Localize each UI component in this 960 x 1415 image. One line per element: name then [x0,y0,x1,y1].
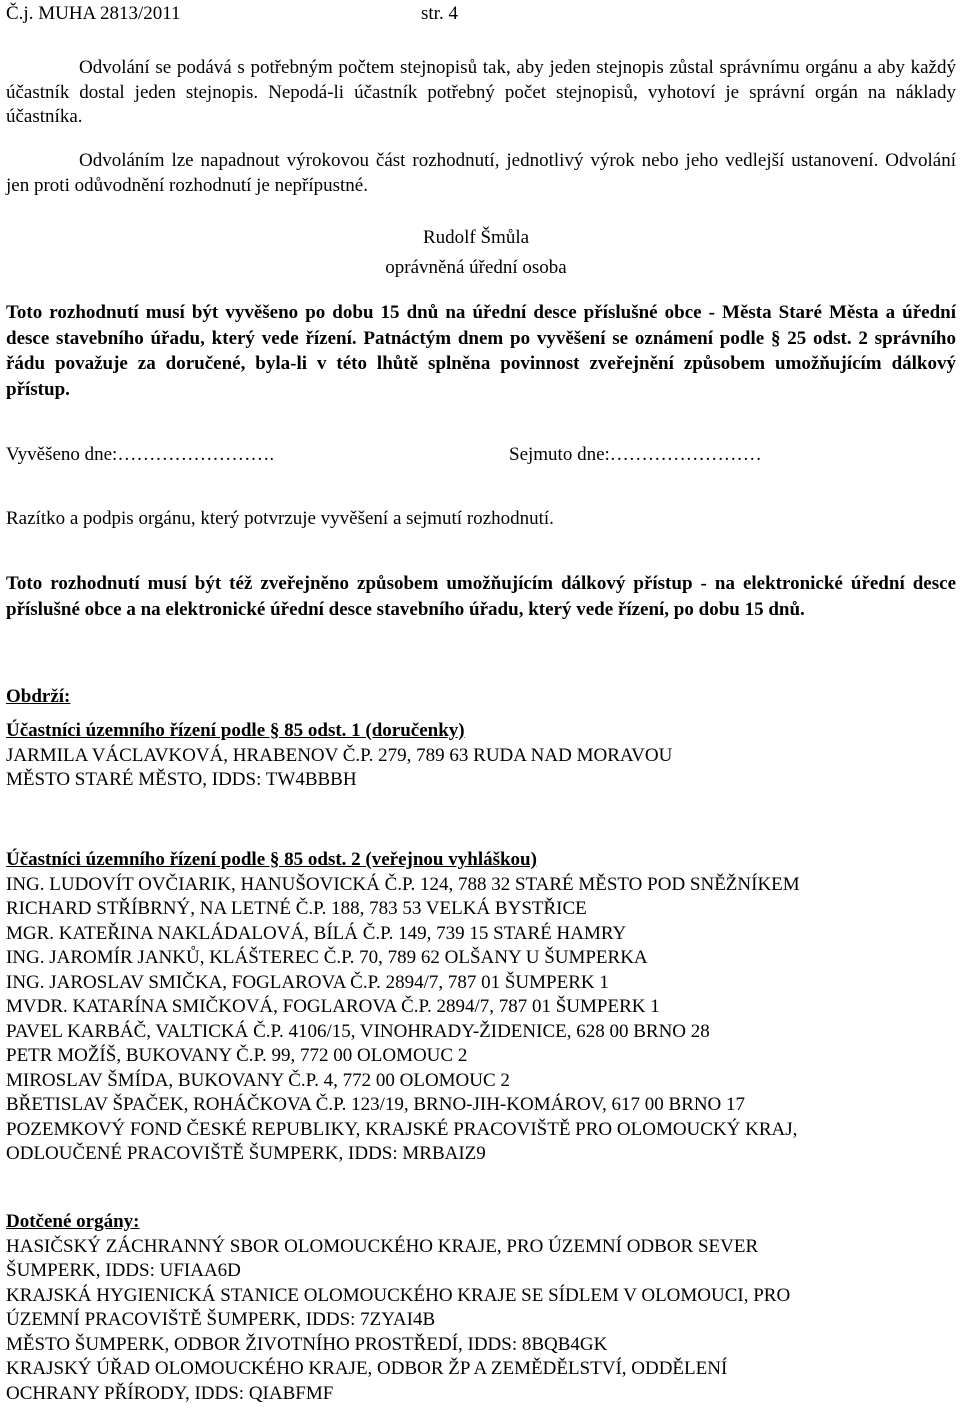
group-3-heading: Dotčené orgány: [6,1211,140,1232]
recipient-line: ING. JAROSLAV SMIČKA, FOGLAROVA Č.P. 2894/7, 787 01 ŠUMPERK 1 [6,971,609,993]
recipient-line: POZEMKOVÝ FOND ČESKÉ REPUBLIKY, KRAJSKÉ PRACOVIŠTĚ PRO OLOMOUCKÝ KRAJ, [6,1118,798,1140]
recipient-line: RICHARD STŘÍBRNÝ, NA LETNÉ Č.P. 188, 783 53 VELKÁ BYSTŘICE [6,898,587,919]
group-2-list [6,873,956,1167]
page-number: str. 4 [421,3,458,24]
group-1-list [6,744,956,793]
recipient-line: BŘETISLAV ŠPAČEK, ROHÁČKOVA Č.P. 123/19, BRNO-JIH-KOMÁROV, 617 00 BRNO 17 [6,1094,746,1115]
recipient-line: ING. JAROMÍR JANKŮ, KLÁŠTEREC Č.P. 70, 789 62 OLŠANY U ŠUMPERKA [6,947,648,968]
recipient-line: MVDR. KATARÍNA SMIČKOVÁ, FOGLAROVA Č.P. 2894/7, 787 01 ŠUMPERK 1 [6,996,660,1017]
paragraph-appeal-scope: Odvoláním lze napadnout výrokovou část rozhodnutí, jednotlivý výrok nebo jeho vedlejší ustanovení. Odvolání jen proti odůvodnění rozhodnutí je nepřípustné. [6,150,956,196]
group-3-list [6,1235,956,1407]
posting-notice: Toto rozhodnutí musí být vyvěšeno po dobu 15 dnů na úřední desce příslušné obce - Města Staré Města a úřední desce stavebního úřadu, který vede řízení. Patnáctým dnem po vyvěšení se oznámení podle § 25 odst. 2 správního řádu považuje za doručené, byla-li v této lhůtě splněna povinnost zveřejnění způsobem umožňujícím dálkový přístup. [6,302,956,400]
recipient-line: KRAJSKÁ HYGIENICKÁ STANICE OLOMOUCKÉHO KRAJE SE SÍDLEM V OLOMOUCI, PRO [6,1284,791,1306]
recipient-line: ŠUMPERK, IDDS: UFIAA6D [6,1260,241,1281]
case-reference: Č.j. MUHA 2813/2011 [6,3,181,24]
group-2-heading: Účastníci územního řízení podle § 85 odst. 2 (veřejnou vyhláškou) [6,849,537,870]
recipient-line: HASIČSKÝ ZÁCHRANNÝ SBOR OLOMOUCKÉHO KRAJE, PRO ÚZEMNÍ ODBOR SEVER [6,1235,759,1257]
recipients-group-2 [6,848,956,1167]
page-header [6,2,956,26]
signatory-name: Rudolf Šmůla [422,227,530,248]
signature-block [126,226,826,280]
recipient-line: MĚSTO STARÉ MĚSTO, IDDS: TW4BBBH [6,769,357,790]
recipient-line: ING. LUDOVÍT OVČIARIK, HANUŠOVICKÁ Č.P. 124, 788 32 STARÉ MĚSTO POD SNĚŽNÍKEM [6,873,800,895]
recipient-line: MĚSTO ŠUMPERK, ODBOR ŽIVOTNÍHO PROSTŘEDÍ, IDDS: 8BQB4GK [6,1333,608,1355]
recipient-line: MIROSLAV ŠMÍDA, BUKOVANY Č.P. 4, 772 00 OLOMOUC 2 [6,1069,510,1091]
recipient-line: ODLOUČENÉ PRACOVIŠTĚ ŠUMPERK, IDDS: MRBAIZ9 [6,1143,486,1164]
electronic-notice: Toto rozhodnutí musí být též zveřejněno způsobem umožňujícím dálkový přístup - na elektronické úřední desce příslušné obce a na elektronické úřední desce stavebního úřadu, který vede řízení, po dobu 15 dnů. [6,573,956,620]
recipient-line: PAVEL KARBÁČ, VALTICKÁ Č.P. 4106/15, VINOHRADY-ŽIDENICE, 628 00 BRNO 28 [6,1020,710,1042]
recipient-line: ÚZEMNÍ PRACOVIŠTĚ ŠUMPERK, IDDS: 7ZYAI4B [6,1309,436,1330]
recipients-group-1 [6,719,956,793]
paragraph-appeal-copies: Odvolání se podává s potřebným počtem stejnopisů tak, aby jeden stejnopis zůstal správnímu orgánu a aby každý účastník dostal jeden stejnopis. Nepodá-li účastník potřebný počet stejnopisů, vyhotoví je správní orgán na náklady účastníka. [6,57,956,127]
recipient-line: MGR. KATEŘINA NAKLÁDALOVÁ, BÍLÁ Č.P. 149, 739 15 STARÉ HAMRY [6,922,627,944]
stamp-note: Razítko a podpis orgánu, který potvrzuje vyvěšení a sejmutí rozhodnutí. [6,508,554,529]
recipients-heading: Obdrží: [6,686,71,707]
signatory-role: oprávněná úřední osoba [385,256,567,278]
removed-date-field: Sejmuto dne:…………………… [509,444,762,465]
recipient-line: KRAJSKÝ ÚŘAD OLOMOUCKÉHO KRAJE, ODBOR ŽP A ZEMĚDĚLSTVÍ, ODDĚLENÍ [6,1358,728,1379]
posted-date-field: Vyvěšeno dne:……………………. [6,444,275,465]
recipient-line: PETR MOŽÍŠ, BUKOVANY Č.P. 99, 772 00 OLOMOUC 2 [6,1045,468,1066]
recipient-line: JARMILA VÁCLAVKOVÁ, HRABENOV Č.P. 279, 789 63 RUDA NAD MORAVOU [6,744,673,766]
group-1-heading: Účastníci územního řízení podle § 85 odst. 1 (doručenky) [6,720,465,741]
recipients-group-3 [6,1210,956,1406]
recipient-line: OCHRANY PŘÍRODY, IDDS: QIABFMF [6,1382,334,1404]
